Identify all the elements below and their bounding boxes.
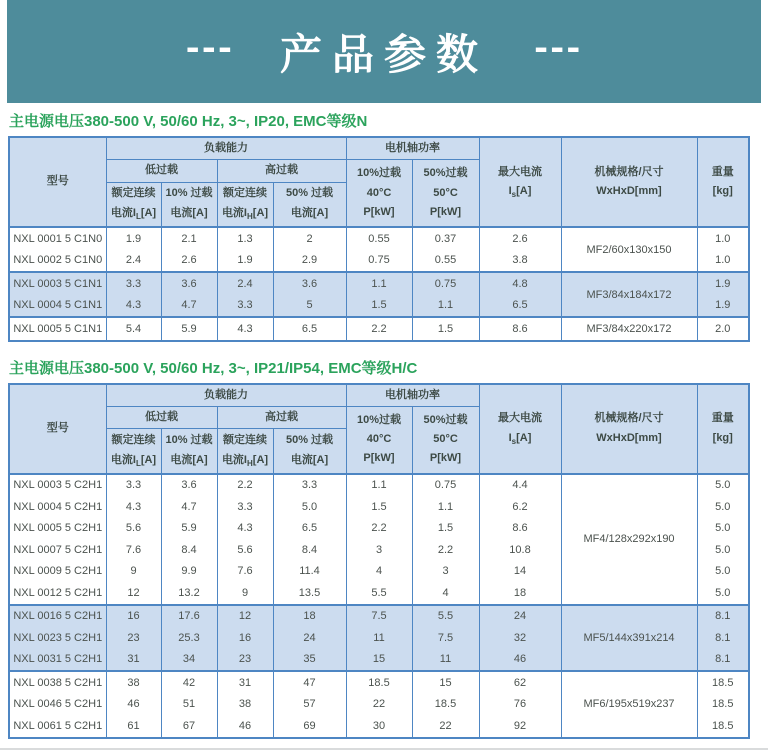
value-cell: 8.6	[479, 518, 561, 540]
value-cell: 1.5	[412, 518, 479, 540]
header-banner	[7, 0, 761, 103]
value-cell: 14	[479, 561, 561, 583]
table-header	[9, 384, 749, 474]
value-cell: 4	[412, 582, 479, 605]
value-cell: 11	[346, 627, 412, 649]
value-cell: 1.5	[346, 496, 412, 518]
weight-cell: 2.0	[697, 317, 749, 341]
value-cell: 4.4	[479, 474, 561, 497]
value-cell: 3.6	[161, 272, 217, 295]
value-cell: 4.3	[217, 518, 273, 540]
value-cell: 3	[412, 561, 479, 583]
value-cell: 3.3	[273, 474, 346, 497]
weight-cell: 5.0	[697, 539, 749, 561]
model-cell: NXL 0012 5 C2H1	[9, 582, 106, 605]
value-cell: 15	[346, 649, 412, 672]
weight-cell: 8.1	[697, 649, 749, 672]
model-cell: NXL 0023 5 C2H1	[9, 627, 106, 649]
value-cell: 3.6	[273, 272, 346, 295]
value-cell: 6.5	[273, 518, 346, 540]
mech-spec-cell: MF3/84x220x172	[561, 317, 697, 341]
table-row	[9, 227, 749, 250]
weight-cell: 5.0	[697, 582, 749, 605]
col-header-max-current: 最大电流 $I_s[A]$	[479, 384, 561, 474]
value-cell: 5.0	[273, 496, 346, 518]
value-cell: 34	[161, 649, 217, 672]
weight-cell: 8.1	[697, 605, 749, 628]
value-cell: 18.5	[412, 694, 479, 716]
value-cell: 7.6	[106, 539, 161, 561]
value-cell: 1.5	[346, 295, 412, 318]
value-cell: 46	[479, 649, 561, 672]
value-cell: 11.4	[273, 561, 346, 583]
value-cell: 25.3	[161, 627, 217, 649]
value-cell: 24	[479, 605, 561, 628]
value-cell: 2.9	[273, 250, 346, 273]
col-header-power-10pct: 10%过载 40°C P[kW]	[346, 406, 412, 473]
model-cell: NXL 0005 5 C2H1	[9, 518, 106, 540]
col-header-power-50pct: 50%过载 50°C P[kW]	[412, 406, 479, 473]
value-cell: 1.9	[106, 227, 161, 250]
weight-cell: 1.0	[697, 227, 749, 250]
value-cell: 7.5	[412, 627, 479, 649]
value-cell: 4.3	[217, 317, 273, 341]
value-cell: 9.9	[161, 561, 217, 583]
value-cell: 67	[161, 715, 217, 738]
weight-cell: 1.0	[697, 250, 749, 273]
section-title-ip20: 主电源电压380-500 V, 50/60 Hz, 3~, IP20, EMC等级N	[9, 113, 368, 130]
value-cell: 5.6	[217, 539, 273, 561]
table-row	[9, 671, 749, 694]
col-header-mech-spec: 机械规格/尺寸 WxHxD[mm]	[561, 137, 697, 227]
value-cell: 22	[412, 715, 479, 738]
model-cell: NXL 0004 5 C2H1	[9, 496, 106, 518]
model-cell: NXL 0003 5 C1N1	[9, 272, 106, 295]
value-cell: 6.5	[479, 295, 561, 318]
value-cell: 4.7	[161, 496, 217, 518]
col-header-weight: 重量 [kg]	[697, 384, 749, 474]
col-header-rated-current-low: 额定连续 电流$I_L[A]$	[106, 182, 161, 227]
col-header-high-overload: 高过载	[217, 160, 346, 182]
model-cell: NXL 0038 5 C2H1	[9, 671, 106, 694]
value-cell: 5.6	[106, 518, 161, 540]
value-cell: 1.1	[412, 496, 479, 518]
weight-cell: 5.0	[697, 474, 749, 497]
weight-cell: 1.9	[697, 295, 749, 318]
col-header-model: 型号	[9, 137, 106, 227]
value-cell: 5	[273, 295, 346, 318]
value-cell: 42	[161, 671, 217, 694]
table-row	[9, 317, 749, 341]
value-cell: 2.2	[346, 317, 412, 341]
table-body	[9, 474, 749, 738]
value-cell: 51	[161, 694, 217, 716]
value-cell: 7.6	[217, 561, 273, 583]
value-cell: 17.6	[161, 605, 217, 628]
value-cell: 8.4	[273, 539, 346, 561]
value-cell: 30	[346, 715, 412, 738]
table-row	[9, 474, 749, 497]
value-cell: 8.6	[479, 317, 561, 341]
value-cell: 5.5	[346, 582, 412, 605]
value-cell: 2.4	[106, 250, 161, 273]
col-header-motor-power: 电机轴功率	[346, 384, 479, 407]
model-cell: NXL 0003 5 C2H1	[9, 474, 106, 497]
value-cell: 7.5	[346, 605, 412, 628]
col-header-rated-current-low: 额定连续 电流$I_L[A]$	[106, 429, 161, 474]
col-header-overload10-current: 10% 过载 电流[A]	[161, 182, 217, 227]
value-cell: 1.1	[346, 272, 412, 295]
col-header-rated-current-high: 额定连续 电流$I_H[A]$	[217, 182, 273, 227]
value-cell: 23	[217, 649, 273, 672]
value-cell: 1.3	[217, 227, 273, 250]
value-cell: 4.3	[106, 295, 161, 318]
value-cell: 0.55	[412, 250, 479, 273]
value-cell: 3.3	[217, 295, 273, 318]
banner-right-dashes: ---	[534, 27, 583, 68]
value-cell: 5.9	[161, 518, 217, 540]
value-cell: 31	[217, 671, 273, 694]
weight-cell: 5.0	[697, 561, 749, 583]
page-title: 产品参数	[279, 29, 488, 79]
weight-cell: 18.5	[697, 715, 749, 738]
col-header-power-10pct: 10%过载 40°C P[kW]	[346, 160, 412, 227]
value-cell: 22	[346, 694, 412, 716]
value-cell: 1.9	[217, 250, 273, 273]
value-cell: 38	[217, 694, 273, 716]
value-cell: 1.1	[346, 474, 412, 497]
value-cell: 0.75	[346, 250, 412, 273]
mech-spec-cell: MF2/60x130x150	[561, 227, 697, 272]
value-cell: 2.4	[217, 272, 273, 295]
value-cell: 11	[412, 649, 479, 672]
value-cell: 0.55	[346, 227, 412, 250]
value-cell: 4.7	[161, 295, 217, 318]
col-header-power-50pct: 50%过载 50°C P[kW]	[412, 160, 479, 227]
value-cell: 0.75	[412, 272, 479, 295]
value-cell: 2.2	[217, 474, 273, 497]
value-cell: 2.2	[346, 518, 412, 540]
value-cell: 4.8	[479, 272, 561, 295]
value-cell: 6.5	[273, 317, 346, 341]
col-header-low-overload: 低过载	[106, 406, 217, 428]
value-cell: 8.4	[161, 539, 217, 561]
value-cell: 24	[273, 627, 346, 649]
mech-spec-cell: MF6/195x519x237	[561, 671, 697, 738]
col-header-overload10-current: 10% 过载 电流[A]	[161, 429, 217, 474]
weight-cell: 5.0	[697, 518, 749, 540]
value-cell: 2	[273, 227, 346, 250]
col-header-mech-spec: 机械规格/尺寸 WxHxD[mm]	[561, 384, 697, 474]
weight-cell: 8.1	[697, 627, 749, 649]
value-cell: 47	[273, 671, 346, 694]
weight-cell: 18.5	[697, 671, 749, 694]
value-cell: 1.5	[412, 317, 479, 341]
value-cell: 2.2	[412, 539, 479, 561]
value-cell: 3.3	[106, 474, 161, 497]
col-header-load-capacity: 负载能力	[106, 384, 346, 407]
col-header-overload50-current: 50% 过载 电流[A]	[273, 429, 346, 474]
value-cell: 12	[106, 582, 161, 605]
value-cell: 92	[479, 715, 561, 738]
col-header-rated-current-high: 额定连续 电流$I_H[A]$	[217, 429, 273, 474]
mech-spec-cell: MF3/84x184x172	[561, 272, 697, 317]
value-cell: 0.37	[412, 227, 479, 250]
value-cell: 5.5	[412, 605, 479, 628]
value-cell: 18	[479, 582, 561, 605]
mech-spec-cell: MF5/144x391x214	[561, 605, 697, 672]
model-cell: NXL 0007 5 C2H1	[9, 539, 106, 561]
col-header-max-current: 最大电流 $I_s[A]$	[479, 137, 561, 227]
value-cell: 1.1	[412, 295, 479, 318]
value-cell: 62	[479, 671, 561, 694]
col-header-load-capacity: 负载能力	[106, 137, 346, 160]
value-cell: 61	[106, 715, 161, 738]
value-cell: 9	[217, 582, 273, 605]
value-cell: 2.1	[161, 227, 217, 250]
table-header	[9, 137, 749, 227]
value-cell: 5.9	[161, 317, 217, 341]
value-cell: 16	[106, 605, 161, 628]
value-cell: 3.6	[161, 474, 217, 497]
col-header-high-overload: 高过载	[217, 406, 346, 428]
value-cell: 18.5	[346, 671, 412, 694]
weight-cell: 18.5	[697, 694, 749, 716]
value-cell: 2.6	[161, 250, 217, 273]
col-header-low-overload: 低过载	[106, 160, 217, 182]
value-cell: 4.3	[106, 496, 161, 518]
value-cell: 5.4	[106, 317, 161, 341]
model-cell: NXL 0005 5 C1N1	[9, 317, 106, 341]
value-cell: 13.5	[273, 582, 346, 605]
banner-left-dashes: ---	[185, 27, 234, 68]
value-cell: 12	[217, 605, 273, 628]
col-header-model: 型号	[9, 384, 106, 474]
model-cell: NXL 0009 5 C2H1	[9, 561, 106, 583]
value-cell: 3.3	[106, 272, 161, 295]
weight-cell: 1.9	[697, 272, 749, 295]
model-cell: NXL 0004 5 C1N1	[9, 295, 106, 318]
model-cell: NXL 0046 5 C2H1	[9, 694, 106, 716]
section-title-ip21-ip54: 主电源电压380-500 V, 50/60 Hz, 3~, IP21/IP54, EMC等级H/C	[9, 359, 418, 377]
model-cell: NXL 0002 5 C1N0	[9, 250, 106, 273]
value-cell: 2.6	[479, 227, 561, 250]
value-cell: 9	[106, 561, 161, 583]
col-header-overload50-current: 50% 过载 电流[A]	[273, 182, 346, 227]
value-cell: 38	[106, 671, 161, 694]
value-cell: 32	[479, 627, 561, 649]
value-cell: 35	[273, 649, 346, 672]
model-cell: NXL 0061 5 C2H1	[9, 715, 106, 738]
value-cell: 46	[217, 715, 273, 738]
value-cell: 0.75	[412, 474, 479, 497]
page-bottom-divider	[0, 748, 768, 750]
value-cell: 23	[106, 627, 161, 649]
value-cell: 76	[479, 694, 561, 716]
value-cell: 18	[273, 605, 346, 628]
mech-spec-cell: MF4/128x292x190	[561, 474, 697, 605]
value-cell: 31	[106, 649, 161, 672]
model-cell: NXL 0031 5 C2H1	[9, 649, 106, 672]
value-cell: 57	[273, 694, 346, 716]
spec-table-ip20	[8, 136, 750, 342]
value-cell: 4	[346, 561, 412, 583]
value-cell: 15	[412, 671, 479, 694]
col-header-weight: 重量 [kg]	[697, 137, 749, 227]
value-cell: 3.8	[479, 250, 561, 273]
value-cell: 13.2	[161, 582, 217, 605]
table-body	[9, 227, 749, 341]
model-cell: NXL 0016 5 C2H1	[9, 605, 106, 628]
value-cell: 3.3	[217, 496, 273, 518]
value-cell: 46	[106, 694, 161, 716]
col-header-motor-power: 电机轴功率	[346, 137, 479, 160]
value-cell: 3	[346, 539, 412, 561]
spec-table-ip21-ip54	[8, 383, 750, 739]
value-cell: 6.2	[479, 496, 561, 518]
model-cell: NXL 0001 5 C1N0	[9, 227, 106, 250]
weight-cell: 5.0	[697, 496, 749, 518]
table-row	[9, 272, 749, 295]
table-row	[9, 605, 749, 628]
value-cell: 16	[217, 627, 273, 649]
value-cell: 69	[273, 715, 346, 738]
value-cell: 10.8	[479, 539, 561, 561]
